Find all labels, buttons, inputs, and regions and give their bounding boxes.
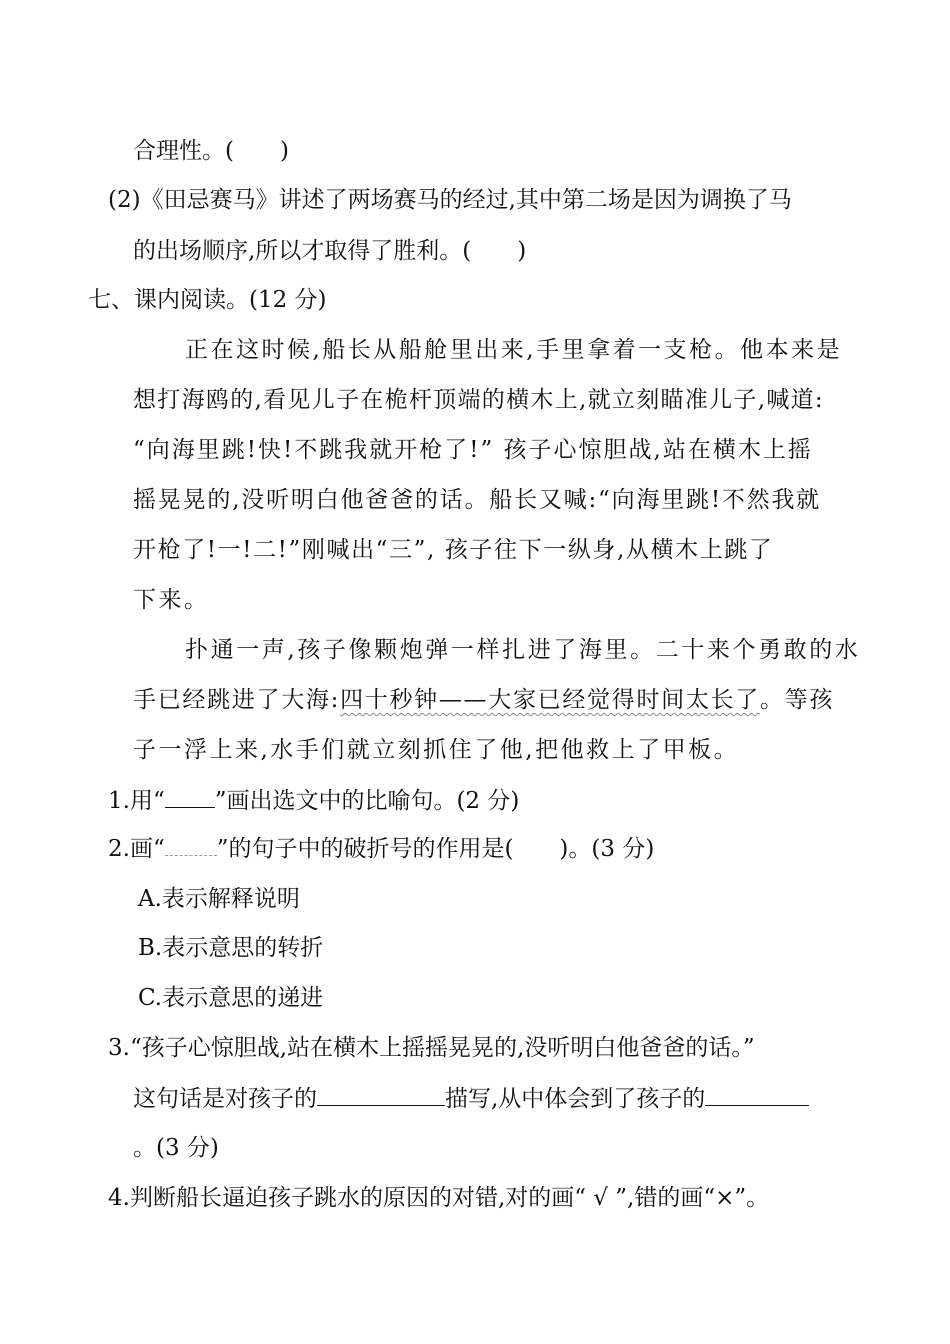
question-2-text: ”的句子中的破折号的作用是( )。(3 分) xyxy=(216,836,655,862)
section-7-heading: 七、课内阅读。(12 分) xyxy=(88,287,327,313)
passage-p2-line1: 扑通一声,孩子像颗炮弹一样扎进了海里。二十来个勇敢的水 xyxy=(185,637,861,663)
question-1-text: ”画出选文中的比喻句。(2 分) xyxy=(214,788,520,814)
question-tianji-horse-race: (2)《田忌赛马》讲述了两场赛马的经过,其中第二场是因为调换了马 xyxy=(108,187,792,213)
passage-p2-line2 xyxy=(133,685,834,715)
passage-p2-line2-start: 手已经跳进了大海: xyxy=(133,687,341,713)
question-1-prefix: 1.用“ xyxy=(108,788,165,814)
question-4: 4.判断船长逼迫孩子跳水的原因的对错,对的画“ √ ”,错的画“×”。 xyxy=(108,1185,770,1211)
passage-p1-line1: 正在这时候,船长从船舱里出来,手里拿着一支枪。他本来是 xyxy=(185,337,843,363)
passage-p1-line6: 下来。 xyxy=(133,587,210,613)
passage-p2-line2-end: 。等孩 xyxy=(759,687,835,713)
wavy-underline-sample xyxy=(165,845,217,856)
wavy-underlined-sentence: 四十秒钟——大家已经觉得时间太长了 xyxy=(340,687,760,713)
line-reasonableness: 合理性。( ) xyxy=(133,138,289,164)
answer-blank-child-feeling[interactable] xyxy=(705,1083,809,1106)
question-3: 3.“孩子心惊胆战,站在横木上摇摇晃晃的,没听明白他爸爸的话。” xyxy=(108,1035,755,1061)
passage-p1-line3: “向海里跳!快!不跳我就开枪了!” 孩子心惊胆战,站在横木上摇 xyxy=(133,437,813,463)
passage-p1-line4: 摇晃晃的,没听明白他爸爸的话。船长又喊:“向海里跳!不然我就 xyxy=(133,487,822,513)
question-2-option-a: A.表示解释说明 xyxy=(138,886,300,912)
passage-p1-line5: 开枪了!一!二!”刚喊出“三”, 孩子往下一纵身,从横木上跳了 xyxy=(133,537,774,563)
question-3-fill-prefix: 这句话是对孩子的 xyxy=(133,1086,317,1112)
question-2-option-c: C.表示意思的递进 xyxy=(138,985,324,1011)
question-2-prefix: 2.画“ xyxy=(108,836,165,862)
question-tianji-horse-race-cont: 的出场顺序,所以才取得了胜利。( ) xyxy=(133,238,527,264)
answer-blank-description-type[interactable] xyxy=(317,1083,445,1106)
passage-p2-line3: 子一浮上来,水手们就立刻抓住了他,把他救上了甲板。 xyxy=(133,737,740,763)
question-3-score: 。(3 分) xyxy=(133,1135,219,1161)
question-3-fill xyxy=(133,1083,809,1114)
straight-underline-sample xyxy=(165,785,215,808)
question-2 xyxy=(108,834,654,864)
question-1 xyxy=(108,785,519,816)
question-3-fill-middle: 描写,从中体会到了孩子的 xyxy=(445,1086,706,1112)
question-2-option-b: B.表示意思的转折 xyxy=(138,935,324,961)
passage-p1-line2: 想打海鸥的,看见儿子在桅杆顶端的横木上,就立刻瞄准儿子,喊道: xyxy=(133,387,824,413)
